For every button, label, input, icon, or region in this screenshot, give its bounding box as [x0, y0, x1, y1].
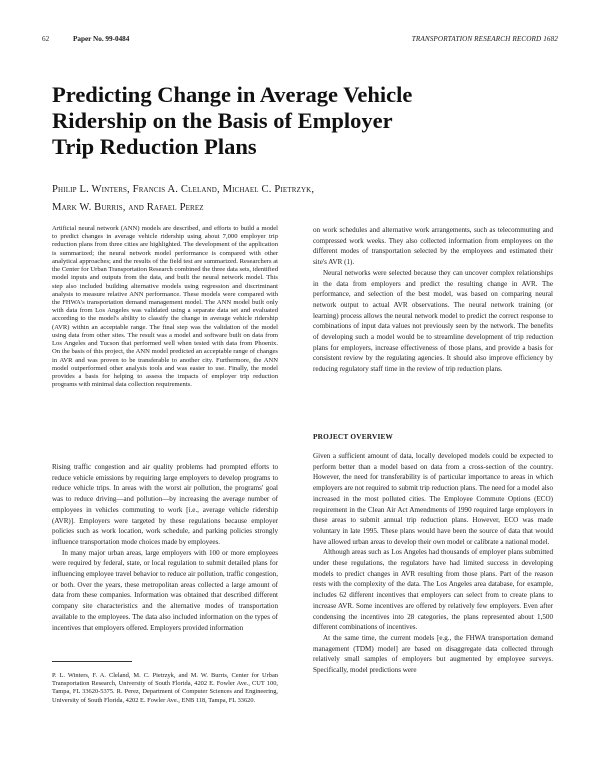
title-line-2: Ridership on the Basis of Employer: [52, 108, 393, 133]
footnote-rule: [52, 661, 132, 662]
abstract-text: Artificial neural network (ANN) models are described, and efforts to build a model to predict changes in average vehicle ridership using about 7,000 employer trip reduction plans from three cities are highlighted. The development of the application is summarized; the neural network model performance is compared with other analytical approaches; and the results of the field test are summarized. Researchers at the Center for Urban Transportation Research combined the three data sets, identified model inputs and outputs from the data, and built the neural network model. This step also included building alternative models using regression and discriminant analysis to measure relative ANN performance. These models were compared with the FHWA's transportation demand management model. The ANN model built only with data from Los Angeles was validated using a separate data set and evaluated according to the model's ability to classify the change in average vehicle ridership (AVR) within an acceptable range. The final step was the validation of the model using data from other sites. The result was a model and software built on data from Los Angeles and Tucson that performed well when tested with data from Phoenix. On the basis of this project, the ANN model predicted an acceptable range of changes in AVR and was proven to be transferable to another city. Furthermore, the ANN model outperformed other analysis tools and was easier to use. Finally, the model provides a basis for helping to assess the impacts of employer trip reduction programs with minimal data collection requirements.: [52, 225, 278, 389]
paper-number: Paper No. 99-0484: [73, 35, 130, 43]
authors-line-2: Mark W. Burris, and Rafael Perez: [52, 202, 204, 213]
title-line-1: Predicting Change in Average Vehicle: [52, 82, 413, 107]
body-paragraph: Rising traffic congestion and air quality problems had prompted efforts to reduce vehicle emissions by requiring large employers to develop programs to reduce vehicle trips. In areas with the worst air pollution, the programs' goal was to reduce driving—and pollution—by increasing the average number of employees in vehicles commuting to work [i.e., average vehicle ridership (AVR)]. Employers were targeted by these regulations because employer policies such as work location, work schedule, and parking policies strongly influence transportation mode choices made by employees.: [52, 463, 278, 546]
abstract: [52, 225, 278, 389]
body-paragraph: In many major urban areas, large employers with 100 or more employees were required by federal, state, or local regulation to submit detailed plans for influencing employee travel behavior to reduce air pollution, traffic congestion, or both. Over the years, these metropolitan areas collected a large amount of data from these companies. Information was obtained that described different company site characteristics and the alternative modes of transportation available to the employees. The data also included information on the types of incentives that employers offered. Employers provided information: [52, 548, 278, 632]
body-paragraph: At the same time, the current models [e.g., the FHWA transportation demand management (TDM) model] are based on disaggregate data collected through relatively small samples of employers but augmented by employee surveys. Specifically, model predictions were: [313, 633, 553, 675]
title-line-3: Trip Reduction Plans: [52, 134, 257, 159]
body-paragraph: Neural networks were selected because they can uncover complex relationships in the data from employers and predict the resulting change in AVR. The performance, and selection of the best model, was based on comparing neural network output to actual AVR observations. The neural network training (or learning) process allows the neural network model to predict the correct response to combinations of input data values not previously seen by the network. The benefits of developing such a model would be to streamline development of trip reduction plans for employers, increase effectiveness of those plans, and provide a basis for consistent review by the regulating agencies. It should also improve efficiency by reducing regulatory staff time in the review of trip reduction plans.: [313, 268, 553, 374]
body-column-left: [52, 462, 278, 633]
author-affiliation-footnote: [52, 672, 278, 705]
section-heading: PROJECT OVERVIEW: [313, 432, 394, 441]
running-header: [42, 32, 558, 46]
body-paragraph: Given a sufficient amount of data, locally developed models could be expected to perform better than a model based on data from a cross-section of the country. However, the need for transferability is of particular importance to areas in which employers are not required to submit trip reduction plans. The need for a model also increased in the most polluted cities. The Employee Commute Options (ECO) requirement in the Clean Air Act Amendments of 1990 required large employers in these areas to submit annual trip reduction plans. However, ECO was made voluntary in late 1995. These plans would have been the source of data that would have allowed urban areas to develop their own model or calibrate a national model.: [313, 452, 553, 546]
page-number: 62: [42, 35, 50, 43]
body-column-right-top: [313, 225, 553, 375]
body-column-right-bottom: [313, 451, 553, 676]
footnote-text: P. L. Winters, F. A. Cleland, M. C. Pietrzyk, and M. W. Burris, Center for Urban Transportation Research, University of South Florida, 4202 E. Fowler Ave., CUT 100, Tampa, FL 33620-5375. R. Perez, Department of Computer Sciences and Engineering, University of South Florida, 4202 E. Fowler Ave., ENB 118, Tampa, FL 33620.: [52, 672, 278, 704]
authors-line-1: Philip L. Winters, Francis A. Cleland, Michael C. Pietrzyk,: [52, 184, 315, 195]
journal-name: TRANSPORTATION RESEARCH RECORD 1682: [411, 35, 558, 43]
paper-title: [52, 82, 562, 160]
author-list: [52, 181, 552, 217]
body-paragraph: on work schedules and alternative work arrangements, such as telecommuting and compressed work weeks. They also collected information from employees on the different modes of transportation selected by the employees and estimated their site's AVR (1).: [313, 226, 553, 267]
body-paragraph: Although areas such as Los Angeles had thousands of employer plans submitted under these regulations, the regulators have had limited success in developing models to predict changes in AVR resulting from those plans. Part of the reason rests with the complexity of the data. The Los Angeles area database, for example, includes 62 different incentives that employers can select from to create plans to increase AVR. Some incentives are offered by relatively few employers. Even after condensing the incentives into 28 categories, the plans represented about 1,500 different combinations of incentives.: [313, 548, 553, 632]
